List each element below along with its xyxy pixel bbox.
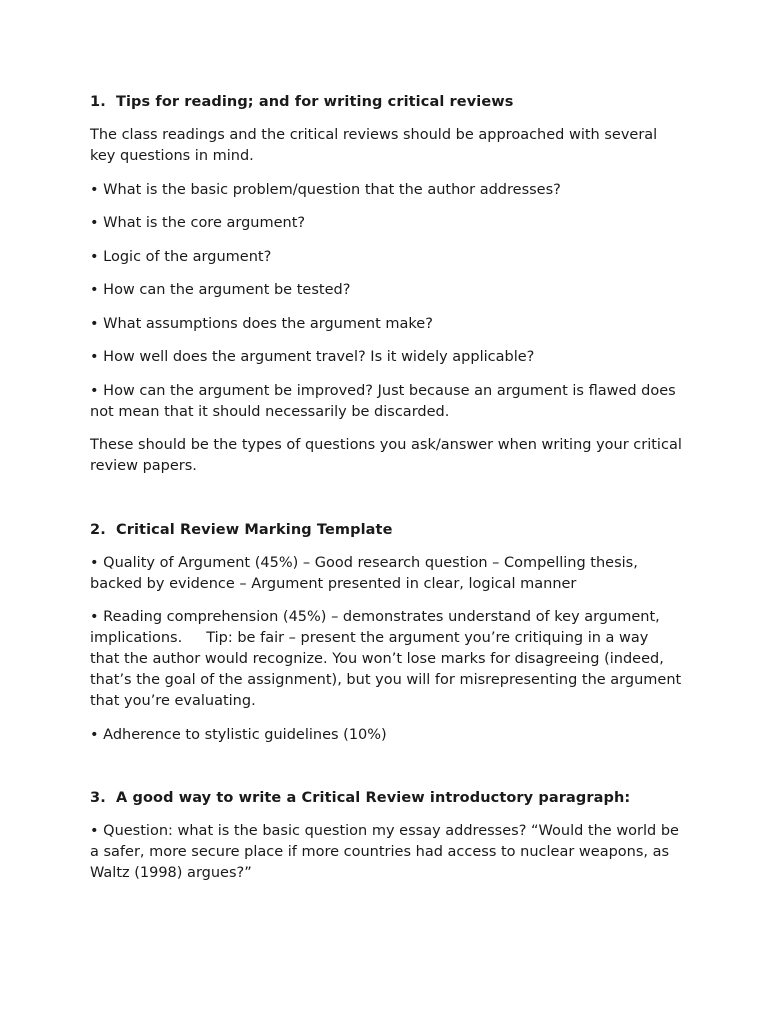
section-3-heading bbox=[90, 788, 682, 809]
section-1-outro: These should be the types of questions you ask/answer when writing your critical review papers. bbox=[90, 437, 682, 474]
section-3-title: A good way to write a Critical Review introductory paragraph: bbox=[116, 790, 631, 806]
section-1-title: Tips for reading; and for writing critical reviews bbox=[116, 94, 514, 110]
document-page bbox=[90, 92, 682, 897]
section-1-bullet-4: • How can the argument be tested? bbox=[90, 282, 351, 298]
section-2-tip: Tip: be fair – present the argument you’re critiquing in a way that the author would recognize. You won’t lose marks for disagreeing (indeed, that’s the goal of the assignment), but you will for misrepresenting the argument that you’re evaluating. bbox=[90, 630, 682, 709]
section-3-bullet-1: • Question: what is the basic question my essay addresses? “Would the world be a safer, more secure place if more countries had access to nuclear weapons, as Waltz (1998) argues?” bbox=[90, 823, 679, 881]
section-1-bullet-2: • What is the core argument? bbox=[90, 215, 306, 231]
section-2-bullet-1: • Quality of Argument (45%) – Good research question – Compelling thesis, backed by evidence – Argument presented in clear, logical manner bbox=[90, 554, 638, 592]
section-1-number: 1. bbox=[90, 94, 106, 110]
section-spacer bbox=[90, 490, 682, 520]
section-1-bullet-7: • How can the argument be improved? Just because an argument is flawed does not mean that it should necessarily be discarded. bbox=[90, 382, 676, 420]
section-1-heading bbox=[90, 92, 682, 113]
section-2-heading bbox=[90, 520, 682, 541]
section-3-number: 3. bbox=[90, 790, 106, 806]
section-2-bullet-2: • Reading comprehension (45%) – demonstrates understand of key argument, implications. bbox=[90, 609, 660, 646]
section-1-intro: The class readings and the critical reviews should be approached with several key questions in mind. bbox=[90, 127, 658, 164]
section-2-title: Critical Review Marking Template bbox=[116, 521, 393, 538]
section-2-number: 2. bbox=[90, 521, 106, 538]
section-2-bullet-3: • Adherence to stylistic guidelines (10%) bbox=[90, 726, 387, 743]
section-2-bullet-2-block bbox=[90, 607, 682, 712]
section-1-bullet-5: • What assumptions does the argument make? bbox=[90, 315, 433, 332]
section-1-bullet-1: • What is the basic problem/question that the author addresses? bbox=[90, 181, 561, 198]
section-spacer bbox=[90, 758, 682, 788]
section-1-bullet-6: • How well does the argument travel? Is it widely applicable? bbox=[90, 349, 535, 365]
section-1-bullet-3: • Logic of the argument? bbox=[90, 248, 272, 265]
